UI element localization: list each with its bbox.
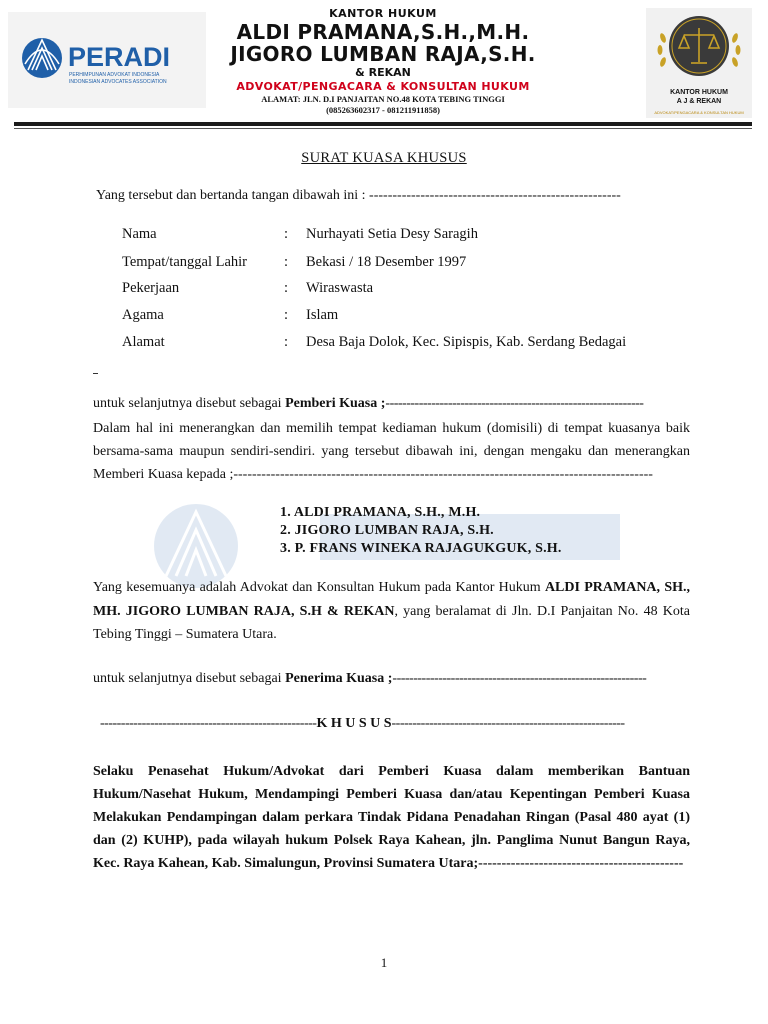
lawyer-item: 1. ALDI PRAMANA, S.H., M.H.	[280, 505, 481, 520]
penerima-kuasa-line: untuk selanjutnya disebut sebagai Penerima Kuasa ;-------------------------------------------------------------	[93, 671, 647, 686]
svg-text:ADVOKAT/PENGACARA & KONSULTAN: ADVOKAT/PENGACARA & KONSULTAN HUKUM	[654, 110, 744, 115]
party-colon: :	[284, 254, 289, 270]
page-number: 1	[380, 955, 388, 970]
document-title: SURAT KUASA KHUSUS	[301, 150, 467, 166]
letterhead-name-1: ALDI PRAMANA,S.H.,M.H.	[236, 20, 530, 44]
khusus-divider: ----------------------------------------------------K H U S U S--------------------------------------------------------	[100, 716, 625, 731]
lawyer-item: 2. JIGORO LUMBAN RAJA, S.H.	[280, 523, 494, 538]
party-label: Alamat	[122, 334, 165, 350]
domisili-paragraph: Dalam hal ini menerangkan dan memilih tempat kediaman hukum (domisili) di tempat kuasanya baik bersama-sama maupun sendiri-sendiri. yang tersebut dibawah ini, dengan mengaku dan menerangkan Memberi Kuasa kepada ;------------------------------------------------------------------------------------------	[93, 421, 690, 482]
lawyer-list	[280, 504, 562, 558]
letterhead-telp: (085263602317 - 081211911858)	[326, 105, 440, 115]
letterhead-text	[200, 6, 566, 116]
lawyer-item: 3. P. FRANS WINEKA RAJAGUKGUK, S.H.	[280, 541, 562, 556]
party-value: Islam	[306, 307, 339, 323]
party-colon: :	[284, 307, 289, 323]
kantor-hukum-logo	[646, 8, 752, 118]
letterhead-rule-thin	[14, 128, 752, 129]
party-value: Desa Baja Dolok, Kec. Sipispis, Kab. Serdang Bedagai	[306, 334, 627, 350]
party-colon: :	[284, 226, 289, 242]
letterhead-alamat: ALAMAT: JLN. D.I PANJAITAN NO.48 KOTA TEBING TINGGI	[261, 94, 505, 104]
svg-text:KANTOR HUKUM: KANTOR HUKUM	[670, 89, 728, 96]
khusus-body: Selaku Penasehat Hukum/Advokat dari Pemberi Kuasa dalam memberikan Bantuan Hukum/Nasehat Hukum, Mendampingi Pemberi Kuasa dan/atau Kepentingan Pemberi Kuasa Melakukan Pendampingan dalam perkara Tindak Pidana Penadahan Ringan (Pasal 480 ayat (1) dan (2) KUHP), pada wilayah hukum Polsek Raya Kahean, jln. Panglima Nunut Bangun Raya, Kec. Raya Kahean, Kab. Simalungun, Provinsi Sumatera Utara;--------------------------------------------	[93, 764, 690, 871]
svg-text:INDONESIAN ADVOCATES ASSOCIATI: INDONESIAN ADVOCATES ASSOCIATION	[69, 79, 167, 85]
letterhead-kantor: KANTOR HUKUM	[329, 7, 437, 20]
letterhead-rule-thick	[14, 122, 752, 126]
party-label: Nama	[122, 226, 157, 242]
party-label: Agama	[122, 307, 164, 323]
svg-text:PERHIMPUNAN ADVOKAT INDONESIA: PERHIMPUNAN ADVOKAT INDONESIA	[69, 72, 160, 78]
peradi-wordmark: PERADI	[68, 42, 171, 72]
party-value: Wiraswasta	[306, 280, 374, 296]
party-label: Tempat/tanggal Lahir	[122, 254, 248, 270]
peradi-emblem-icon	[8, 12, 206, 108]
pemberi-kuasa-line: untuk selanjutnya disebut sebagai Pemberi Kuasa ;--------------------------------------------------------------	[93, 396, 644, 411]
letterhead-name-2: JIGORO LUMBAN RAJA,S.H.	[230, 42, 536, 66]
penerima-kuasa-label: Penerima Kuasa ;	[285, 671, 393, 686]
party-value: Bekasi / 18 Desember 1997	[306, 254, 467, 270]
stray-underscore	[93, 373, 98, 374]
khusus-heading: K H U S U S	[316, 716, 392, 731]
party-label: Pekerjaan	[122, 280, 180, 296]
kantor-paragraph: Yang kesemuanya adalah Advokat dan Konsultan Hukum pada Kantor Hukum ALDI PRAMANA, SH., MH. JIGORO LUMBAN RAJA, S.H & REKAN, yang beralamat di Jln. D.I Panjaitan No. 48 Kota Tebing Tinggi – Sumatera Utara.	[93, 580, 690, 642]
svg-text:A J & REKAN: A J & REKAN	[676, 98, 722, 105]
letterhead-advokat: ADVOKAT/PENGACARA & KONSULTAN HUKUM	[236, 80, 530, 93]
kantor-name: ALDI PRAMANA, SH., MH. JIGORO LUMBAN RAJA, S.H & REKAN	[93, 580, 690, 619]
intro-line: Yang tersebut dan bertanda tangan dibawah ini : ------------------------------------------------------	[96, 188, 621, 203]
party-colon: :	[284, 334, 289, 350]
letterhead-rekan: & REKAN	[355, 66, 411, 79]
party-colon: :	[284, 280, 289, 296]
party-value: Nurhayati Setia Desy Saragih	[306, 226, 478, 242]
scales-of-justice-icon	[646, 8, 752, 118]
peradi-logo	[8, 12, 206, 108]
pemberi-kuasa-label: Pemberi Kuasa ;	[285, 396, 386, 411]
